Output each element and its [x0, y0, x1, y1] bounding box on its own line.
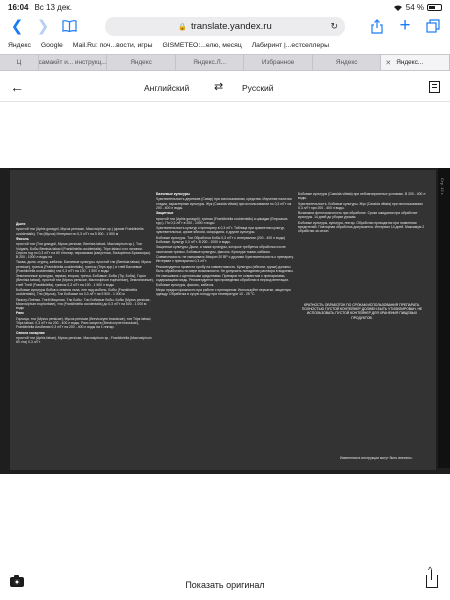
- battery-percent: 54 %: [405, 2, 424, 12]
- battery-level: [429, 6, 435, 9]
- tabs-glyph: [426, 19, 440, 33]
- plus-icon[interactable]: +: [399, 15, 411, 36]
- toolbar-right: [366, 15, 444, 37]
- swap-arrows-icon[interactable]: ⇄: [214, 81, 224, 93]
- document-paragraph: Рапс: [16, 311, 25, 316]
- bookmark-item[interactable]: Mail.Ru: поч...вости, игры: [72, 41, 153, 49]
- wifi-icon: [393, 4, 403, 11]
- document-footer-note: Изменения в инструкции могут быть внесены.: [340, 456, 413, 460]
- status-right: [393, 3, 442, 12]
- document-paragraph: простой тли (Aphis fabae), Myzus persicae, Macrosiphum sp., Frankliniella (Macrosiphum 60 г/га) 0,3 л/Гт.: [16, 335, 152, 345]
- document-paragraph: Чувствительность культур к препарату в 0,3 л/Гт. Таблица при сравнении культур, чувствительных, кроме яблони, смородина, и другие культуры.: [156, 226, 286, 235]
- address-bar[interactable]: [105, 17, 345, 36]
- document-paragraph: Чувствительность деревьев (Сахар) при использовании, средства. Изучение наличия стадии, характерные культуры. Жук (Cassida vittata) при использовании по 0,3 л/Гт на 200 - 400 л воды.: [156, 197, 292, 210]
- browser-toolbar: [0, 14, 450, 38]
- document-paragraph: Возможна фитотоксичность при обработке. Сроки ожидания при обработке культуры. 14 дней до уборки урожая.: [298, 211, 418, 220]
- document-paragraph: простой тли (Aphis gossypii), трипсы (Frankliniella occidentalis) и цикадки (Empoasca spp.). По 0,3 л/Гт в 200 - 1000 л воды: [156, 216, 288, 225]
- document-paragraph: Бобовые культуры (Cassida vittata) при неблагоприятных условиях. В 200 - 400 л воды.: [298, 192, 426, 201]
- tab[interactable]: Яндекс.Л...: [176, 55, 245, 70]
- book-icon[interactable]: [58, 15, 80, 37]
- document-image: [10, 170, 436, 470]
- lock-icon: 🔒: [178, 23, 187, 31]
- text-column-1: [16, 222, 154, 464]
- document-paragraph: Фасоль: [16, 236, 29, 241]
- reload-icon[interactable]: ↻: [330, 21, 338, 31]
- text-column-3: [298, 192, 428, 302]
- arrow-left-icon[interactable]: ←: [10, 79, 24, 95]
- document-paragraph: Бобовые культуры бобов и семена льна, лен над мобиль. Бобы (Frankliniella occidentalis), Тли (Myzus), Тли Бобовые на 0,3 л/Гт на 5 500 - 1 000 м: [16, 287, 137, 297]
- tab[interactable]: Избранное: [244, 55, 313, 70]
- source-language[interactable]: Английский: [144, 83, 190, 93]
- tab-strip: [0, 54, 450, 71]
- tab[interactable]: Яндекс: [313, 55, 382, 70]
- status-time: 16:04: [8, 2, 29, 12]
- document-paragraph: Свекла сахарная: [16, 330, 45, 335]
- bottom-bar: [0, 570, 450, 600]
- share-toolbar-icon[interactable]: [366, 15, 388, 37]
- active-tab-label: Яндекс...: [396, 59, 424, 66]
- document-paragraph: простой тли (Тли gossypii, Myzus persicae, Bemisia tabaci, Macrosiphum sp.). Тли Vulgaris, Бобы Bemisia tabaci (Frankliniella occidentalis), Trips tabaci и их личинки. Спустя год по 0,3 л/Гт на 60 г/гектар, персиковая (капустная, Scutopterus Брахикоры). В 200 - 1000 л воды на: [16, 242, 152, 259]
- tab[interactable]: Яндекс: [107, 55, 176, 70]
- bookmarks-bar: [0, 39, 450, 51]
- translated-photo: [0, 168, 450, 474]
- tab[interactable]: самакйт и... инструкц...: [39, 55, 108, 70]
- document-paragraph: Меры предосторожности при работе с препаратом: Используйте перчатки, защитную одежду. Обработка в сухую погоду при температуре 10 - 25 °С.: [156, 287, 291, 297]
- side-strip: [438, 168, 450, 468]
- document-paragraph: Дыня: [16, 222, 26, 226]
- document-paragraph: Тыква, дыня, огурец, кабачок. Бахчевые культуры. простой тли (Bemisia tabaci, Myzus persicae), трипсы (Frankliniella occidentalis), трипсы (Trips spp.) и тлей Бахчевые (Frankliniella occidentalis) тли 0,3 л/Гт на 100 - 1 500 л воды: [16, 260, 152, 273]
- document-paragraph: Пиастр-Плёнки. Тлей Мицелия. Тли Бобы. Тли Бобовые бобы. Бобы (Myzus persicae, Macrosiphum euphorbiae), тли (Frankliniella occidentalis) до 0,3 л/Гт на 500 - 1 000 м воды: [16, 297, 151, 310]
- document-paragraph: Горчица, тли (Myzus persicae), Myzus persicae (Brevicoryne brassicae), тли Trips tabaci, Trips tabaci. 0,3 л/Гт на 200 - 400 л воды. Рапс капуста (Brevicoryne brassicae), Frankliniella Альбиния 0,3 л/Гт на 200 - 400 л воды на 1 гектар.: [16, 316, 152, 330]
- document-paragraph: простой тли (Aphis gossypii, Myzus persicae, Macrosiphum sp.) (кроме Frankliniella occidentalis). Тли (Myzus) Интервал по 0,3 л/Гт на 5 500 - 1 500 м: [16, 227, 144, 236]
- translator-header: [0, 74, 450, 102]
- copy-icon[interactable]: [429, 81, 440, 93]
- text-column-2: [156, 192, 294, 464]
- document-paragraph: Рекомендуется провести пробу на совместимость. Культуры (яблони, груши) должны быть обработаны по мере возможности. Не допускать попадания раствора в водоемы.: [156, 264, 294, 273]
- document-paragraph: Совместимость: не смешивать Микрон 20 ВР с другими Чувствительность к препарату. Интервал с препаратом 0,3 л/Гт.: [156, 254, 294, 264]
- close-tab-icon[interactable]: ✕: [385, 59, 392, 67]
- tabs-icon[interactable]: [422, 15, 444, 37]
- tab-active[interactable]: [381, 55, 450, 70]
- document-paragraph: Земляничные культуры, первая, вторая, третья. Бобовые, Бобы (Tip, Бобы), Горох (Bemisia tabaci), простой тли (Myzus persicae, Macrosiphum euphorbiae), Земляничные), тлей Тлей (Frankliniella), трипсы 0,3 л/Гт на 100 - 1 500 л воды: [16, 274, 154, 287]
- warning-caps-text: КРАТНОСТЬ ОБРАБОТОК ПО СРОКАМ ИСПОЛЬЗОВАНИЯ ПРЕПАРАТА. ПОЛНОСТЬЮ ПУСТОЙ КОНТЕЙНЕР ДОЛЖЕН БЫТЬ УТИЛИЗИРОВАН. НЕ ИСПОЛЬЗОВАТЬ ПУСТОЙ КОНТЕЙНЕР ДЛЯ ХРАНЕНИЯ ПИЩЕВЫХ ПРОДУКТОВ.: [301, 303, 423, 320]
- share-icon[interactable]: [426, 575, 438, 588]
- document-paragraph: Бобовые культуры: Тли Обработка Бобы 0,3 л/Гт с интервалом (200 - 400 л воды) Бобовые. Культур 0,3 л/Гт. В 200 - 1000 л воды.: [156, 235, 286, 244]
- document-paragraph: Бобовые культуры, культура, гектар. Обработки проводятся при появлении вредителей. Повторная обработка допускается. Интервал 14 дней. Максимум 2 обработки за сезон.: [298, 220, 425, 234]
- battery-icon: [427, 4, 442, 11]
- bookmarks-glyph: [62, 20, 77, 32]
- bookmark-item[interactable]: GISMETEO:...елю, месяц: [162, 41, 242, 49]
- chevron-left-icon[interactable]: ❮: [10, 18, 24, 35]
- status-bar: [0, 0, 450, 14]
- bookmark-item[interactable]: Лабиринт |...естселлеры: [251, 41, 329, 49]
- document-paragraph: Чувствительность. Бобовые культуры. Жук (Cassida vittata) при использовании: 0,3 л/Гт при 200 - 400 л воды.: [298, 201, 424, 210]
- status-date: Вс 13 дек.: [34, 2, 72, 12]
- bookmark-item[interactable]: Яндекс: [8, 41, 31, 49]
- document-paragraph: Защитные культуры: Дыни, а также культуры, которые требуется обработка после окончания трипсы. Бобовые культуры, фасоль. Культура тыква, кабачок.: [156, 245, 286, 254]
- share-glyph: [371, 19, 383, 34]
- document-paragraph: Не смешивать с щелочными средствами. Препарат не совместим с препаратами, содержащими медь. Рекомендуется при проведении обработки в период вегетации. Бобовые культуры, фасоль, кабачок.: [156, 274, 290, 287]
- target-language[interactable]: Русский: [242, 83, 274, 93]
- show-original-button[interactable]: Показать оригинал: [185, 580, 265, 590]
- side-label: Стр. 13 т.: [440, 178, 445, 196]
- tab[interactable]: Ц: [0, 55, 39, 70]
- camera-icon[interactable]: [10, 577, 24, 587]
- document-paragraph: Бахчевые культуры: [156, 192, 190, 196]
- document-paragraph: Защитные: [156, 211, 174, 216]
- bookmark-item[interactable]: Google: [40, 41, 63, 49]
- url-text: translate.yandex.ru: [190, 21, 272, 32]
- chevron-right-icon[interactable]: ❯: [36, 18, 50, 35]
